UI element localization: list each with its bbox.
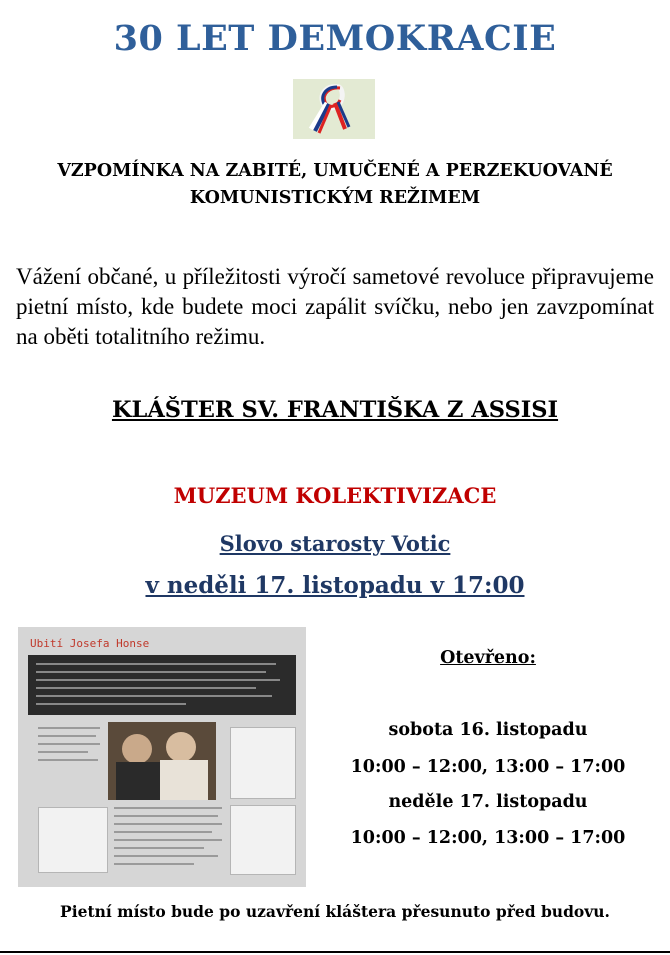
page-title: 30 LET DEMOKRACIE	[113, 18, 557, 59]
schedule-day-1-hours: 10:00 – 12:00, 13:00 – 17:00	[350, 757, 626, 777]
photo-caption: Ubití Josefa Honse	[30, 637, 150, 650]
subtitle	[0, 158, 670, 212]
schedule-day-1: sobota 16. listopadu	[388, 720, 588, 740]
monastery-heading: KLÁŠTER SV. FRANTIŠKA Z ASSISI	[111, 397, 559, 423]
wedding-photo	[108, 722, 216, 800]
footer-note: Pietní místo bude po uzavření kláštera přesunuto před budovu.	[60, 902, 610, 921]
mayor-speech: Slovo starosty Votic	[219, 531, 451, 556]
subtitle-line-1: VZPOMÍNKA NA ZABITÉ, UMUČENÉ A PERZEKUOVANÉ	[57, 161, 613, 181]
tricolour-ribbon-icon	[293, 79, 375, 139]
bottom-divider	[0, 951, 670, 953]
event-datetime: v neděli 17. listopadu v 17:00	[145, 572, 525, 599]
exhibit-photo	[18, 627, 306, 887]
intro-paragraph: Vážení občané, u příležitosti výročí sametové revoluce připravujeme pietní místo, kde budete moci zapálit svíčku, nebo jen zavzpomínat na oběti totalitního režimu.	[16, 264, 654, 349]
photo-dark-panel	[28, 655, 296, 715]
museum-heading: MUZEUM KOLEKTIVIZACE	[173, 483, 497, 508]
schedule-day-2: neděle 17. listopadu	[388, 792, 588, 812]
schedule-day-2-hours: 10:00 – 12:00, 13:00 – 17:00	[350, 828, 626, 848]
subtitle-line-2: KOMUNISTICKÝM REŽIMEM	[189, 188, 481, 208]
opening-hours-label: Otevřeno:	[440, 648, 536, 668]
